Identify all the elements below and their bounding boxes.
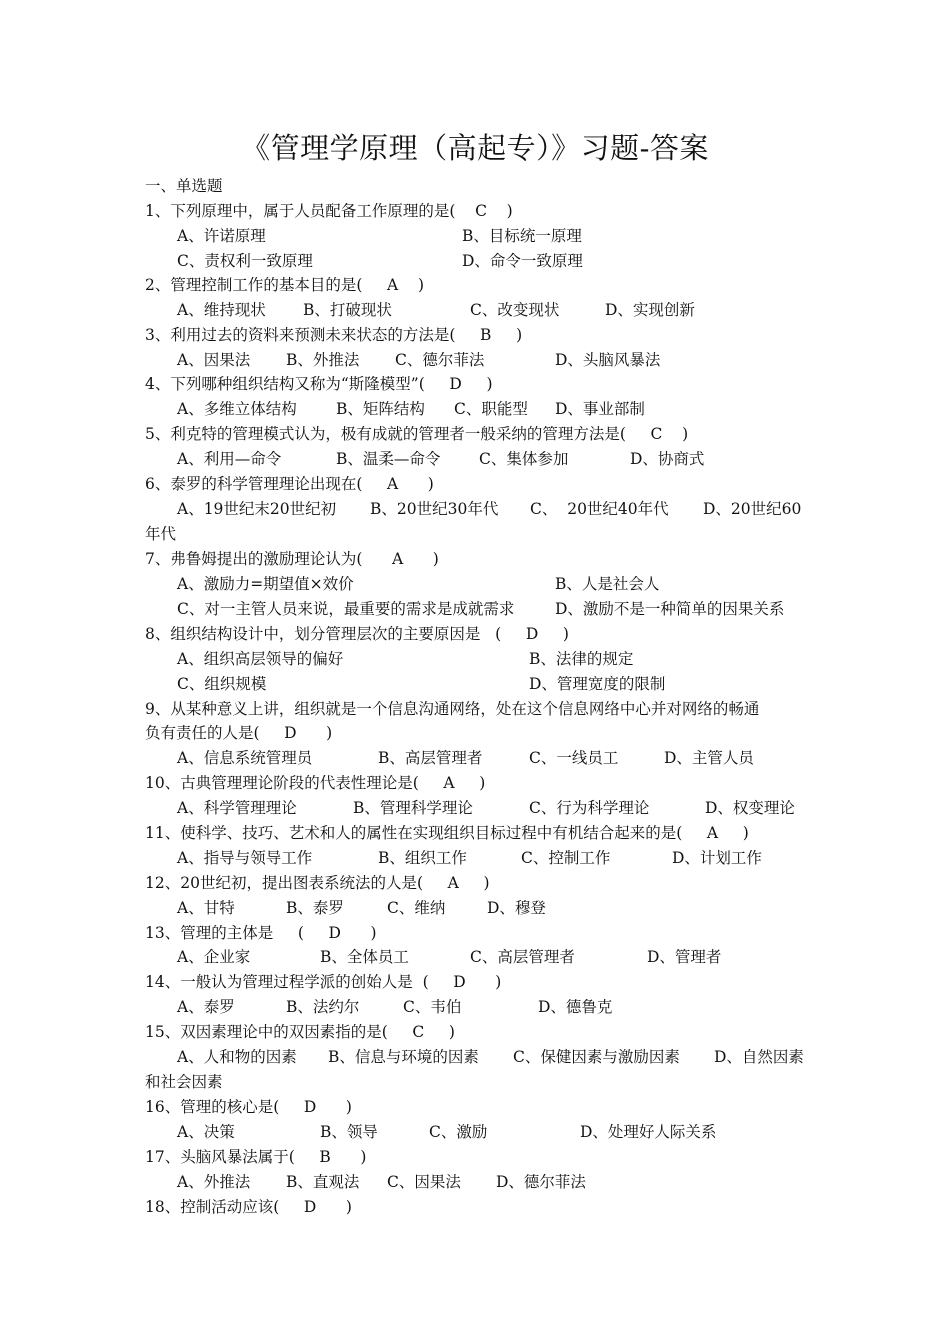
question-6-option-d: D、20世纪60 bbox=[703, 500, 802, 518]
question-12-option-b: B、泰罗 bbox=[286, 899, 344, 917]
question-1-option-b: B、目标统一原理 bbox=[462, 227, 582, 245]
question-16-option-b: B、领导 bbox=[320, 1123, 378, 1141]
question-4-option-b: B、矩阵结构 bbox=[336, 400, 425, 418]
question-3-stem: 3、利用过去的资料来预测未来状态的方法是( B ) bbox=[145, 326, 523, 344]
question-1-option-d: D、命令一致原理 bbox=[462, 252, 583, 270]
question-15-option-c: C、保健因素与激励因素 bbox=[513, 1048, 680, 1066]
question-11-option-c: C、控制工作 bbox=[521, 849, 611, 867]
question-13-option-d: D、管理者 bbox=[647, 948, 722, 966]
question-10-option-c: C、行为科学理论 bbox=[529, 799, 650, 817]
question-12-option-a: A、甘特 bbox=[177, 899, 235, 917]
question-14-option-a: A、泰罗 bbox=[177, 998, 235, 1016]
question-14-option-d: D、德鲁克 bbox=[538, 998, 613, 1016]
question-17-option-d: D、德尔菲法 bbox=[496, 1173, 586, 1191]
question-6-option-b: B、20世纪30年代 bbox=[370, 500, 499, 518]
question-3-option-a: A、因果法 bbox=[177, 351, 251, 369]
question-2-stem: 2、管理控制工作的基本目的是( A ) bbox=[145, 276, 424, 294]
question-2-option-a: A、维持现状 bbox=[177, 301, 266, 319]
question-14-stem: 14、一般认为管理过程学派的创始人是 ( D ) bbox=[145, 973, 502, 991]
question-8-stem: 8、组织结构设计中，划分管理层次的主要原因是 ( D ) bbox=[145, 625, 569, 643]
question-12-option-d: D、穆登 bbox=[487, 899, 546, 917]
question-4-option-c: C、职能型 bbox=[454, 400, 528, 418]
question-3-option-b: B、外推法 bbox=[286, 351, 360, 369]
question-15-continuation: 和社会因素 bbox=[145, 1073, 223, 1091]
question-5-option-b: B、温柔—命令 bbox=[336, 450, 441, 468]
question-16-option-c: C、激励 bbox=[429, 1123, 488, 1141]
question-14-option-b: B、法约尔 bbox=[286, 998, 360, 1016]
question-17-stem: 17、头脑风暴法属于( B ) bbox=[145, 1148, 367, 1166]
question-17-option-c: C、因果法 bbox=[387, 1173, 461, 1191]
question-5-option-a: A、利用—命令 bbox=[177, 450, 282, 468]
question-2-option-c: C、改变现状 bbox=[470, 301, 560, 319]
question-7-option-a: A、激励力=期望值×效价 bbox=[177, 575, 354, 593]
question-7-option-b: B、人是社会人 bbox=[555, 575, 660, 593]
question-9-stem-line-2: 负有责任的人是( D ) bbox=[145, 724, 333, 742]
question-13-option-c: C、高层管理者 bbox=[470, 948, 575, 966]
question-10-option-a: A、科学管理理论 bbox=[177, 799, 297, 817]
question-6-continuation: 年代 bbox=[145, 525, 177, 543]
document-title: 《管理学原理（高起专）》习题-答案 bbox=[241, 131, 709, 165]
question-4-option-d: D、事业部制 bbox=[555, 400, 645, 418]
question-6-stem: 6、泰罗的科学管理理论出现在( A ) bbox=[145, 475, 434, 493]
question-9-option-a: A、信息系统管理员 bbox=[177, 749, 313, 767]
question-2-option-b: B、打破现状 bbox=[303, 301, 392, 319]
question-9-option-b: B、高层管理者 bbox=[378, 749, 483, 767]
question-9-stem: 9、从某种意义上讲，组织就是一个信息沟通网络，处在这个信息网络中心并对网络的畅通 bbox=[145, 700, 760, 718]
question-7-option-d: D、激励不是一种简单的因果关系 bbox=[555, 600, 785, 618]
question-5-option-c: C、集体参加 bbox=[479, 450, 569, 468]
section-heading: 一、单选题 bbox=[145, 177, 223, 195]
question-3-option-c: C、德尔菲法 bbox=[395, 351, 485, 369]
question-2-option-d: D、实现创新 bbox=[605, 301, 695, 319]
question-10-option-d: D、权变理论 bbox=[705, 799, 795, 817]
question-10-option-b: B、管理科学理论 bbox=[353, 799, 473, 817]
question-10-stem: 10、古典管理理论阶段的代表性理论是( A ) bbox=[145, 774, 486, 792]
question-15-stem: 15、双因素理论中的双因素指的是( C ) bbox=[145, 1023, 455, 1041]
question-15-option-d: D、自然因素 bbox=[714, 1048, 804, 1066]
question-6-option-c: C、 20世纪40年代 bbox=[530, 500, 669, 518]
question-18-stem: 18、控制活动应该( D ) bbox=[145, 1198, 352, 1216]
question-8-option-c: C、组织规模 bbox=[177, 675, 267, 693]
question-11-option-b: B、组织工作 bbox=[378, 849, 467, 867]
question-5-stem: 5、利克特的管理模式认为，极有成就的管理者一般采纳的管理方法是( C ) bbox=[145, 425, 689, 443]
question-13-stem: 13、管理的主体是 ( D ) bbox=[145, 924, 377, 942]
question-9-option-c: C、一线员工 bbox=[529, 749, 619, 767]
question-7-stem: 7、弗鲁姆提出的激励理论认为( A ) bbox=[145, 550, 439, 568]
question-1-stem: 1、下列原理中，属于人员配备工作原理的是( C ) bbox=[145, 202, 513, 220]
question-11-option-a: A、指导与领导工作 bbox=[177, 849, 313, 867]
question-16-stem: 16、管理的核心是( D ) bbox=[145, 1098, 352, 1116]
question-15-option-a: A、人和物的因素 bbox=[177, 1048, 297, 1066]
question-14-option-c: C、韦伯 bbox=[403, 998, 462, 1016]
question-11-option-d: D、计划工作 bbox=[672, 849, 762, 867]
question-12-stem: 12、20世纪初，提出图表系统法的人是( A ) bbox=[145, 874, 490, 892]
question-7-option-c: C、对一主管人员来说，最重要的需求是成就需求 bbox=[177, 600, 515, 618]
question-1-option-c: C、责权利一致原理 bbox=[177, 252, 313, 270]
question-3-option-d: D、头脑风暴法 bbox=[555, 351, 661, 369]
question-13-option-a: A、企业家 bbox=[177, 948, 251, 966]
question-9-option-d: D、主管人员 bbox=[664, 749, 754, 767]
question-16-option-a: A、决策 bbox=[177, 1123, 235, 1141]
question-6-option-a: A、19世纪末20世纪初 bbox=[177, 500, 337, 518]
question-5-option-d: D、协商式 bbox=[630, 450, 705, 468]
question-4-stem: 4、下列哪种组织结构又称为“斯隆模型”( D ) bbox=[145, 375, 493, 393]
question-4-option-a: A、多维立体结构 bbox=[177, 400, 297, 418]
question-16-option-d: D、处理好人际关系 bbox=[580, 1123, 717, 1141]
question-1-option-a: A、许诺原理 bbox=[177, 227, 266, 245]
question-8-option-d: D、管理宽度的限制 bbox=[529, 675, 666, 693]
question-17-option-a: A、外推法 bbox=[177, 1173, 251, 1191]
question-8-option-b: B、法律的规定 bbox=[529, 650, 634, 668]
question-12-option-c: C、维纳 bbox=[387, 899, 446, 917]
question-13-option-b: B、全体员工 bbox=[320, 948, 409, 966]
question-17-option-b: B、直观法 bbox=[286, 1173, 360, 1191]
question-15-option-b: B、信息与环境的因素 bbox=[328, 1048, 479, 1066]
question-8-option-a: A、组织高层领导的偏好 bbox=[177, 650, 344, 668]
question-11-stem: 11、使科学、技巧、艺术和人的属性在实现组织目标过程中有机结合起来的是( A ) bbox=[145, 824, 749, 842]
